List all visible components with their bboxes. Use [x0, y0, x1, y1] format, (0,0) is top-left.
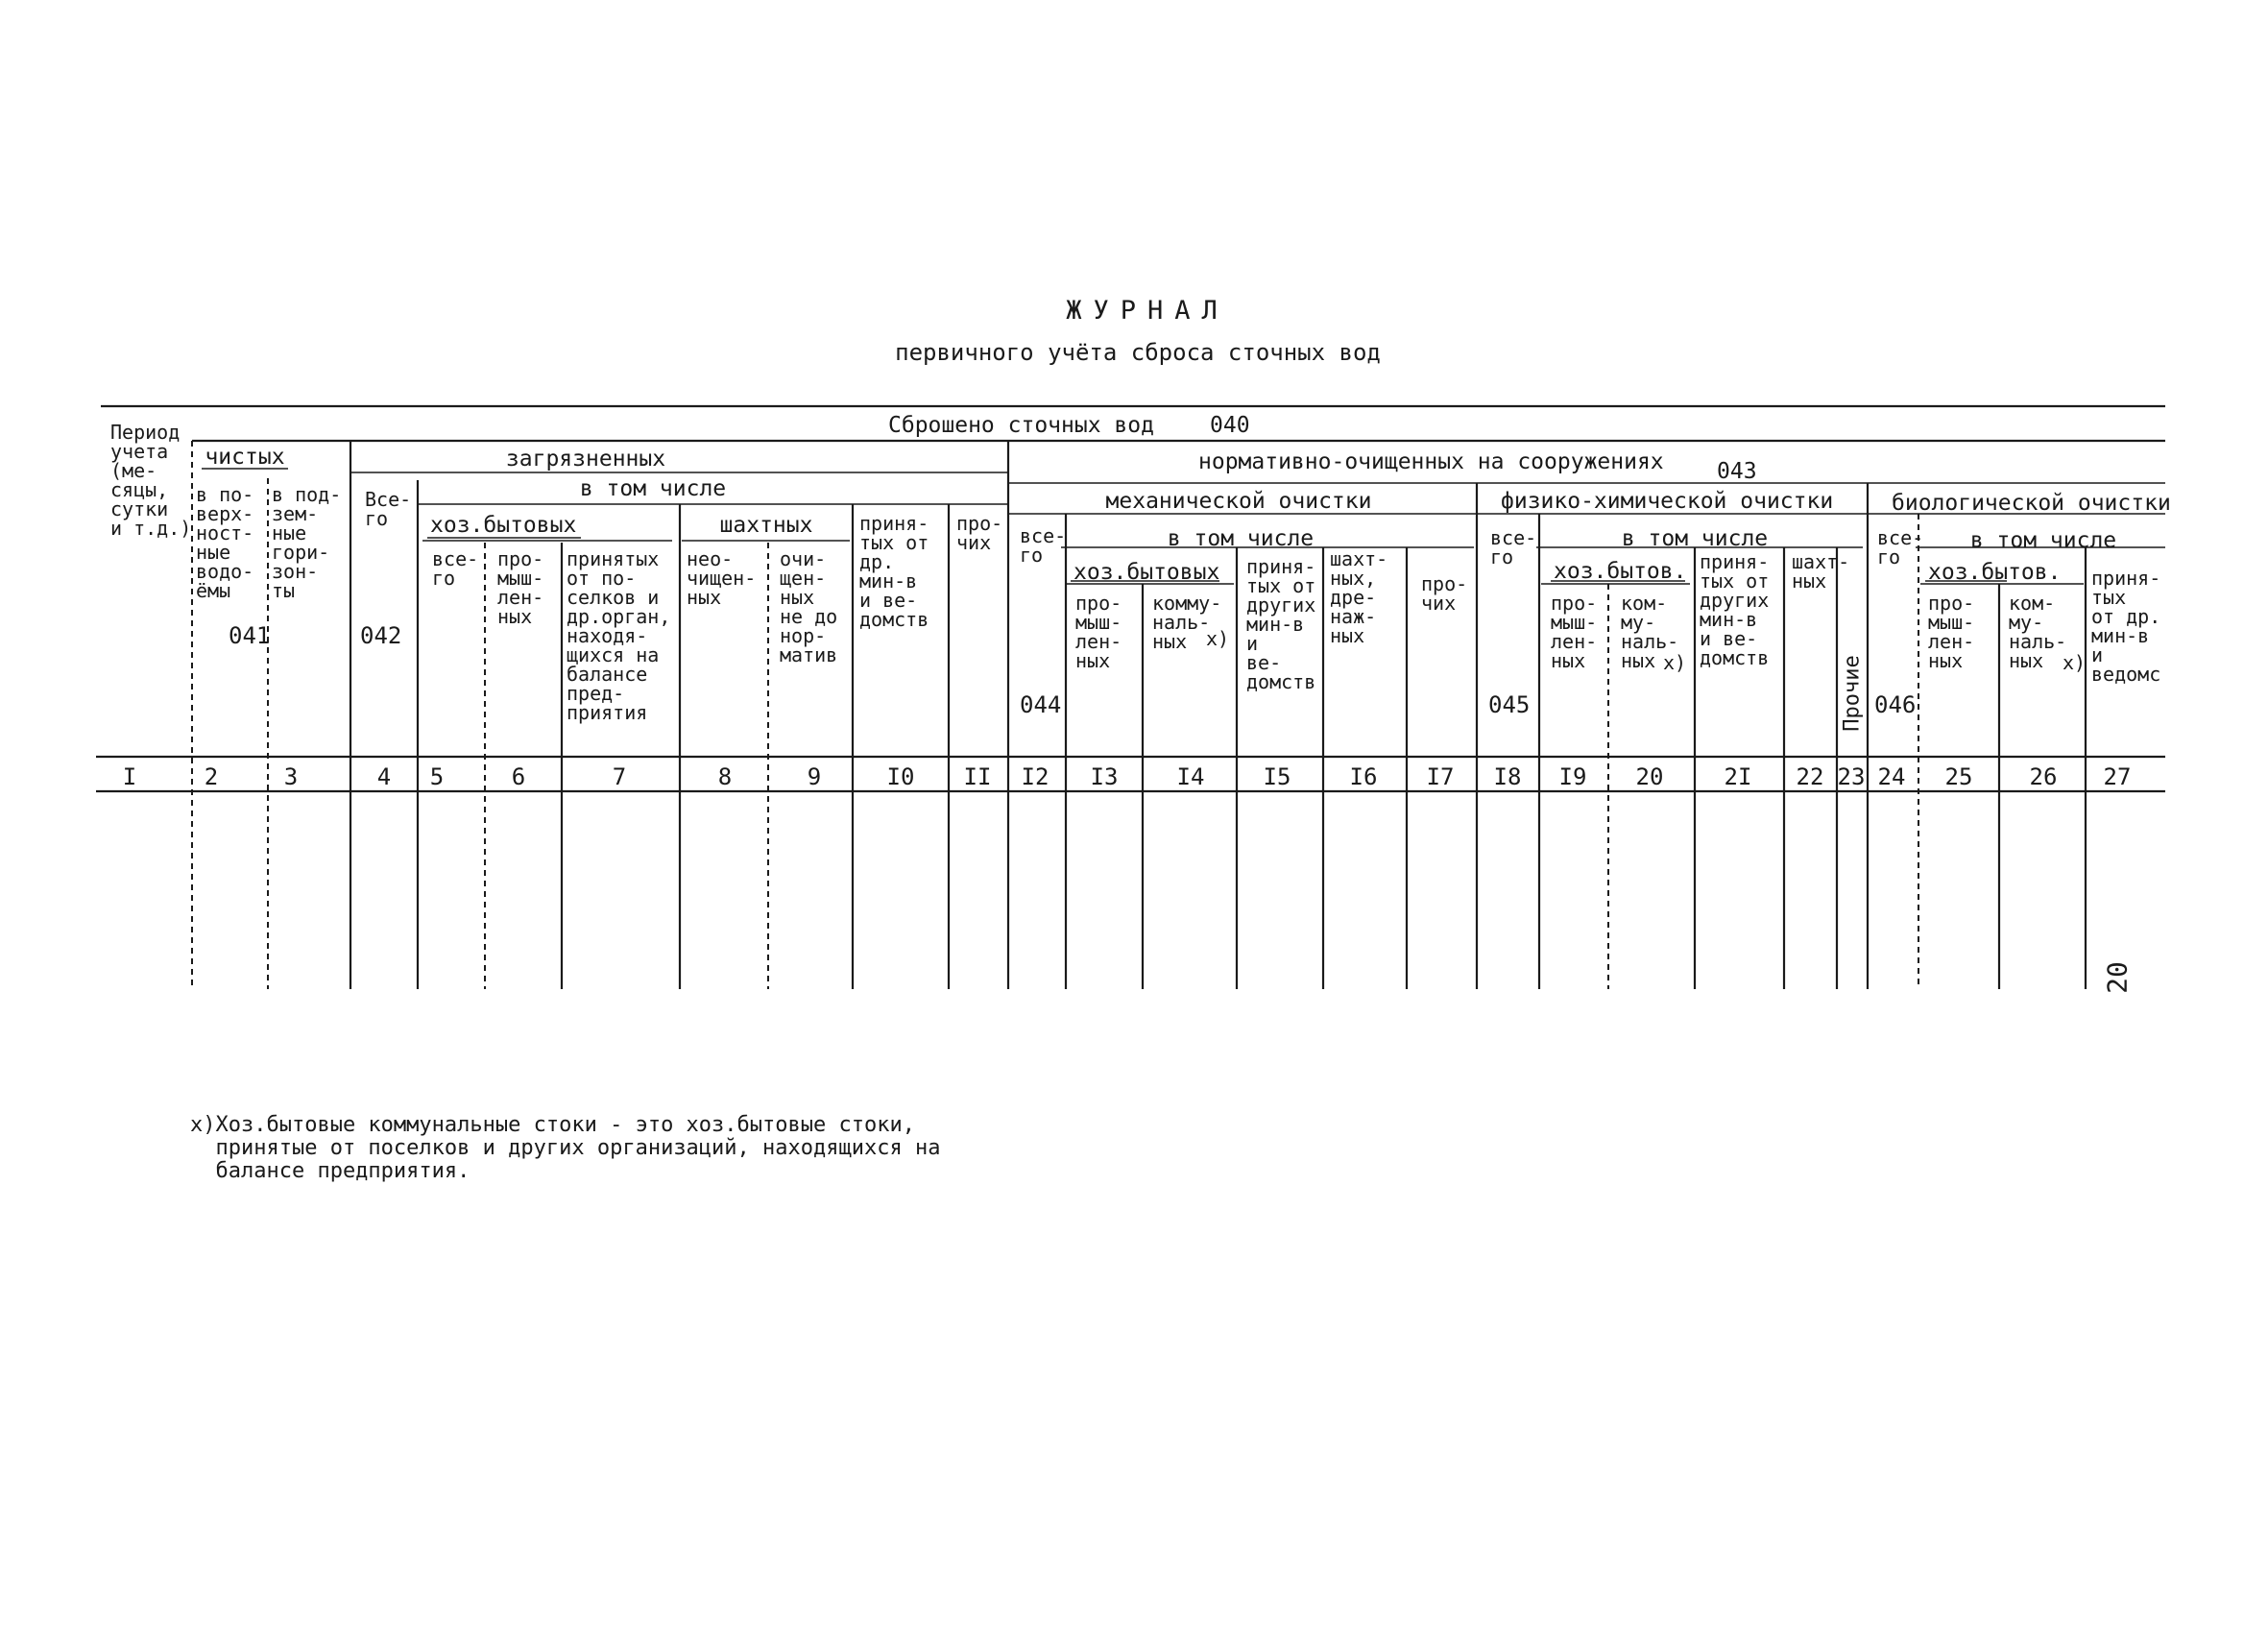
column-number: I8 [1493, 763, 1522, 790]
header-bio-total: все- го [1877, 526, 1924, 568]
code-045: 045 [1488, 691, 1531, 718]
header-norm: нормативно-очищенных на сооружениях [1198, 449, 1664, 474]
column-number: I0 [886, 763, 915, 790]
column-number: I6 [1349, 763, 1378, 790]
code-044: 044 [1020, 691, 1062, 718]
header-phys-communal: ком- му- наль- ных [1621, 592, 1679, 672]
header-bio-household: хоз.бытов. [1928, 560, 2062, 585]
column-number: 20 [1635, 763, 1664, 790]
header-accepted-other: приня- тых от др. мин-в и ве- домств [859, 512, 929, 631]
column-number: 2I [1724, 763, 1752, 790]
header-phys-accepted: приня- тых от других мин-в и ве- домств [1700, 550, 1770, 669]
column-number: 25 [1944, 763, 1973, 790]
header-mech-household: хоз.бытовых [1074, 560, 1220, 585]
column-number: I3 [1090, 763, 1119, 790]
header-mech-total: все- го [1020, 524, 1067, 567]
code-046: 046 [1874, 691, 1917, 718]
header-bio-accepted: приня- тых от др. мин-в и ведомс [2091, 567, 2161, 686]
column-number: 9 [807, 763, 822, 790]
header-bio-incl: в том числе [1969, 528, 2117, 553]
footnote-mark-bio: х) [2063, 651, 2087, 674]
column-number: II [963, 763, 992, 790]
header-mech-accepted: приня- тых от других мин-в и ве- домств [1246, 555, 1316, 693]
header-mech-other: про- чих [1421, 572, 1468, 615]
column-number: 3 [283, 763, 299, 790]
header-other: про- чих [956, 512, 1003, 554]
header-polluted-incl: в том числе [579, 476, 727, 501]
column-number: 26 [2029, 763, 2058, 790]
header-polluted-total: Все- го [365, 488, 412, 530]
header-phys-household: хоз.бытов. [1554, 559, 1687, 584]
header-norm-code: 043 [1717, 459, 1757, 484]
header-mine: шахтных [719, 513, 813, 538]
journal-subtitle: первичного учёта сброса сточных вод [895, 339, 1381, 366]
code-042: 042 [360, 622, 402, 649]
header-mine-untreated: нео- чищен- ных [687, 547, 757, 609]
header-mech-mine: шахт- ных, дре- наж- ных [1330, 547, 1388, 647]
header-period: Период учета (ме- сяцы, сутки и т.д.) [110, 421, 192, 540]
header-clean-underground: в под- зем- ные гори- зон- ты [272, 483, 342, 602]
column-number: 7 [612, 763, 627, 790]
footnote-mark-mech: х) [1206, 627, 1230, 650]
page-number: 20 [2101, 961, 2134, 994]
footnote: х)Хоз.бытовые коммунальные стоки - это хоз.бытовые стоки, принятые от поселков и других организаций, находящихся на балансе предприятия. [190, 1113, 941, 1183]
column-number: I7 [1426, 763, 1455, 790]
header-phys-incl: в том числе [1621, 526, 1769, 551]
header-mine-treated: очи- щен- ных не до нор- матив [780, 547, 838, 666]
header-phys-mine: шахт- ных [1792, 550, 1850, 593]
header-hh-total: все- го [432, 547, 479, 590]
header-phys: физико-химической очистки [1501, 489, 1834, 514]
header-hh-accepted: принятых от по- селков и др.орган, находя- щихся на балансе пред- приятия [567, 547, 671, 724]
column-number: 24 [1877, 763, 1906, 790]
header-bio: биологической очистки [1892, 491, 2171, 516]
journal-title: ЖУРНАЛ [1066, 296, 1229, 326]
column-number: I [122, 763, 137, 790]
column-number: I2 [1021, 763, 1050, 790]
header-mech: механической очистки [1105, 489, 1372, 514]
header-household: хоз.бытовых [430, 513, 577, 538]
column-number: I5 [1263, 763, 1291, 790]
column-number: 23 [1837, 763, 1866, 790]
header-clean: чистых [205, 445, 285, 470]
column-number: 4 [376, 763, 392, 790]
header-mech-industrial: про- мыш- лен- ных [1075, 592, 1122, 672]
column-number: 2 [204, 763, 219, 790]
header-discharged: Сброшено сточных вод [888, 413, 1154, 438]
column-number: 27 [2103, 763, 2132, 790]
header-phys-total: все- го [1490, 526, 1537, 568]
header-bio-industrial: про- мыш- лен- ных [1928, 592, 1975, 672]
header-phys-industrial: про- мыш- лен- ных [1551, 592, 1598, 672]
header-discharged-code: 040 [1210, 413, 1250, 438]
column-number: 5 [429, 763, 445, 790]
column-number: I4 [1176, 763, 1205, 790]
header-mech-incl: в том числе [1167, 526, 1315, 551]
header-phys-other: Прочие [1840, 655, 1865, 732]
header-mech-communal: комму- наль- ных [1152, 592, 1222, 653]
column-number: 8 [717, 763, 733, 790]
column-number: I9 [1558, 763, 1587, 790]
column-number: 6 [511, 763, 526, 790]
column-number: 22 [1796, 763, 1824, 790]
header-bio-communal: ком- му- наль- ных [2009, 592, 2067, 672]
header-clean-surface: в по- верх- ност- ные водо- ёмы [196, 483, 254, 602]
footnote-mark-phys: х) [1663, 651, 1687, 674]
header-hh-industrial: про- мыш- лен- ных [497, 547, 544, 628]
header-polluted: загрязненных [505, 447, 666, 472]
code-041: 041 [229, 622, 271, 649]
